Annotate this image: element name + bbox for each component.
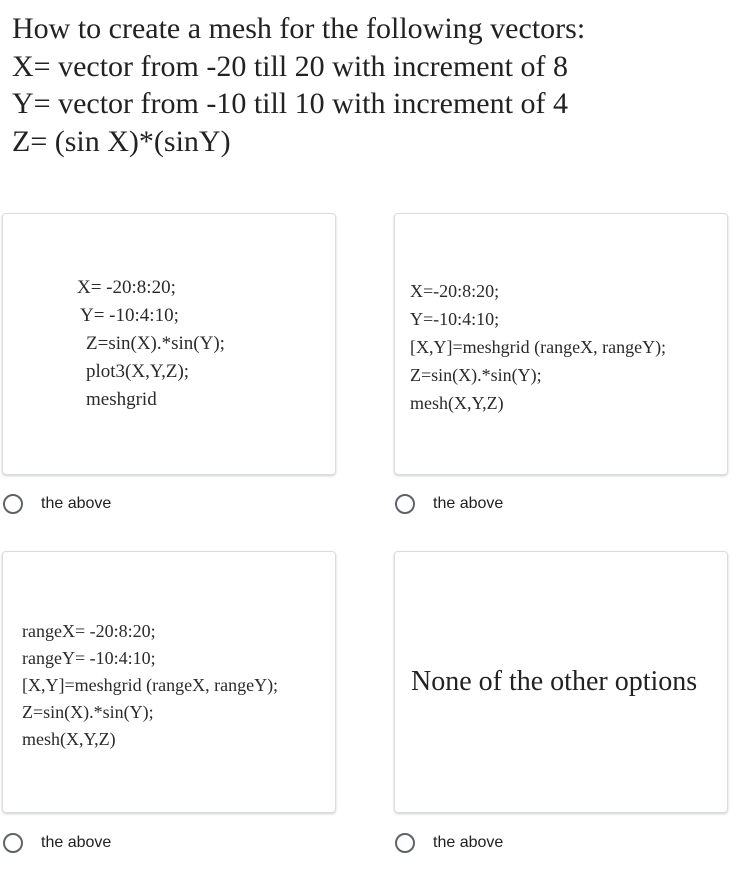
option-2-radio[interactable] bbox=[395, 494, 415, 514]
code-line: meshgrid bbox=[86, 389, 157, 410]
code-line: [X,Y]=meshgrid (rangeX, rangeY); bbox=[410, 337, 667, 357]
option-4-text: None of the other options bbox=[411, 666, 698, 697]
code-line: Z=sin(X).*sin(Y); bbox=[22, 702, 154, 722]
code-line: plot3(X,Y,Z); bbox=[86, 361, 190, 382]
code-line: mesh(X,Y,Z) bbox=[22, 729, 116, 749]
question-line-4: Z= (sin X)*(sinY) bbox=[12, 124, 231, 158]
option-2-code bbox=[410, 277, 666, 417]
option-1-code bbox=[77, 274, 225, 414]
option-1-image-card bbox=[2, 213, 336, 475]
code-line: Y= -10:4:10; bbox=[80, 305, 179, 326]
question-line-2: X= vector from -20 till 20 with increment of 8 bbox=[12, 49, 568, 83]
option-1-radio[interactable] bbox=[3, 494, 23, 514]
option-2-choice[interactable] bbox=[395, 494, 503, 514]
code-line: Z=sin(X).*sin(Y); bbox=[410, 365, 542, 385]
option-3-label[interactable]: the above bbox=[41, 834, 112, 851]
code-line: X= -20:8:20; bbox=[77, 277, 176, 298]
question-line-3: Y= vector from -10 till 10 with increment of 4 bbox=[12, 87, 568, 120]
question-text bbox=[12, 10, 732, 160]
code-line: Z=sin(X).*sin(Y); bbox=[86, 333, 225, 354]
option-4-radio[interactable] bbox=[395, 833, 415, 853]
option-3-code bbox=[22, 618, 278, 753]
option-3-radio[interactable] bbox=[3, 833, 23, 853]
code-line: Y=-10:4:10; bbox=[410, 309, 500, 329]
option-2-image-card bbox=[394, 213, 728, 475]
option-4-label[interactable]: the above bbox=[433, 834, 504, 851]
code-line: rangeY= -10:4:10; bbox=[22, 648, 156, 668]
option-1-choice[interactable] bbox=[3, 494, 111, 514]
code-line: X=-20:8:20; bbox=[410, 281, 500, 301]
option-2-label[interactable]: the above bbox=[433, 495, 504, 512]
option-3-choice[interactable] bbox=[3, 833, 111, 853]
code-line: [X,Y]=meshgrid (rangeX, rangeY); bbox=[22, 675, 279, 695]
code-line: mesh(X,Y,Z) bbox=[410, 393, 504, 413]
option-4-choice[interactable] bbox=[395, 833, 503, 853]
code-line: rangeX= -20:8:20; bbox=[22, 621, 156, 641]
option-4-image-card bbox=[394, 551, 728, 813]
question-line-1: How to create a mesh for the following vectors: bbox=[12, 12, 586, 45]
option-3-image-card bbox=[2, 551, 336, 813]
option-1-label[interactable]: the above bbox=[41, 495, 112, 512]
